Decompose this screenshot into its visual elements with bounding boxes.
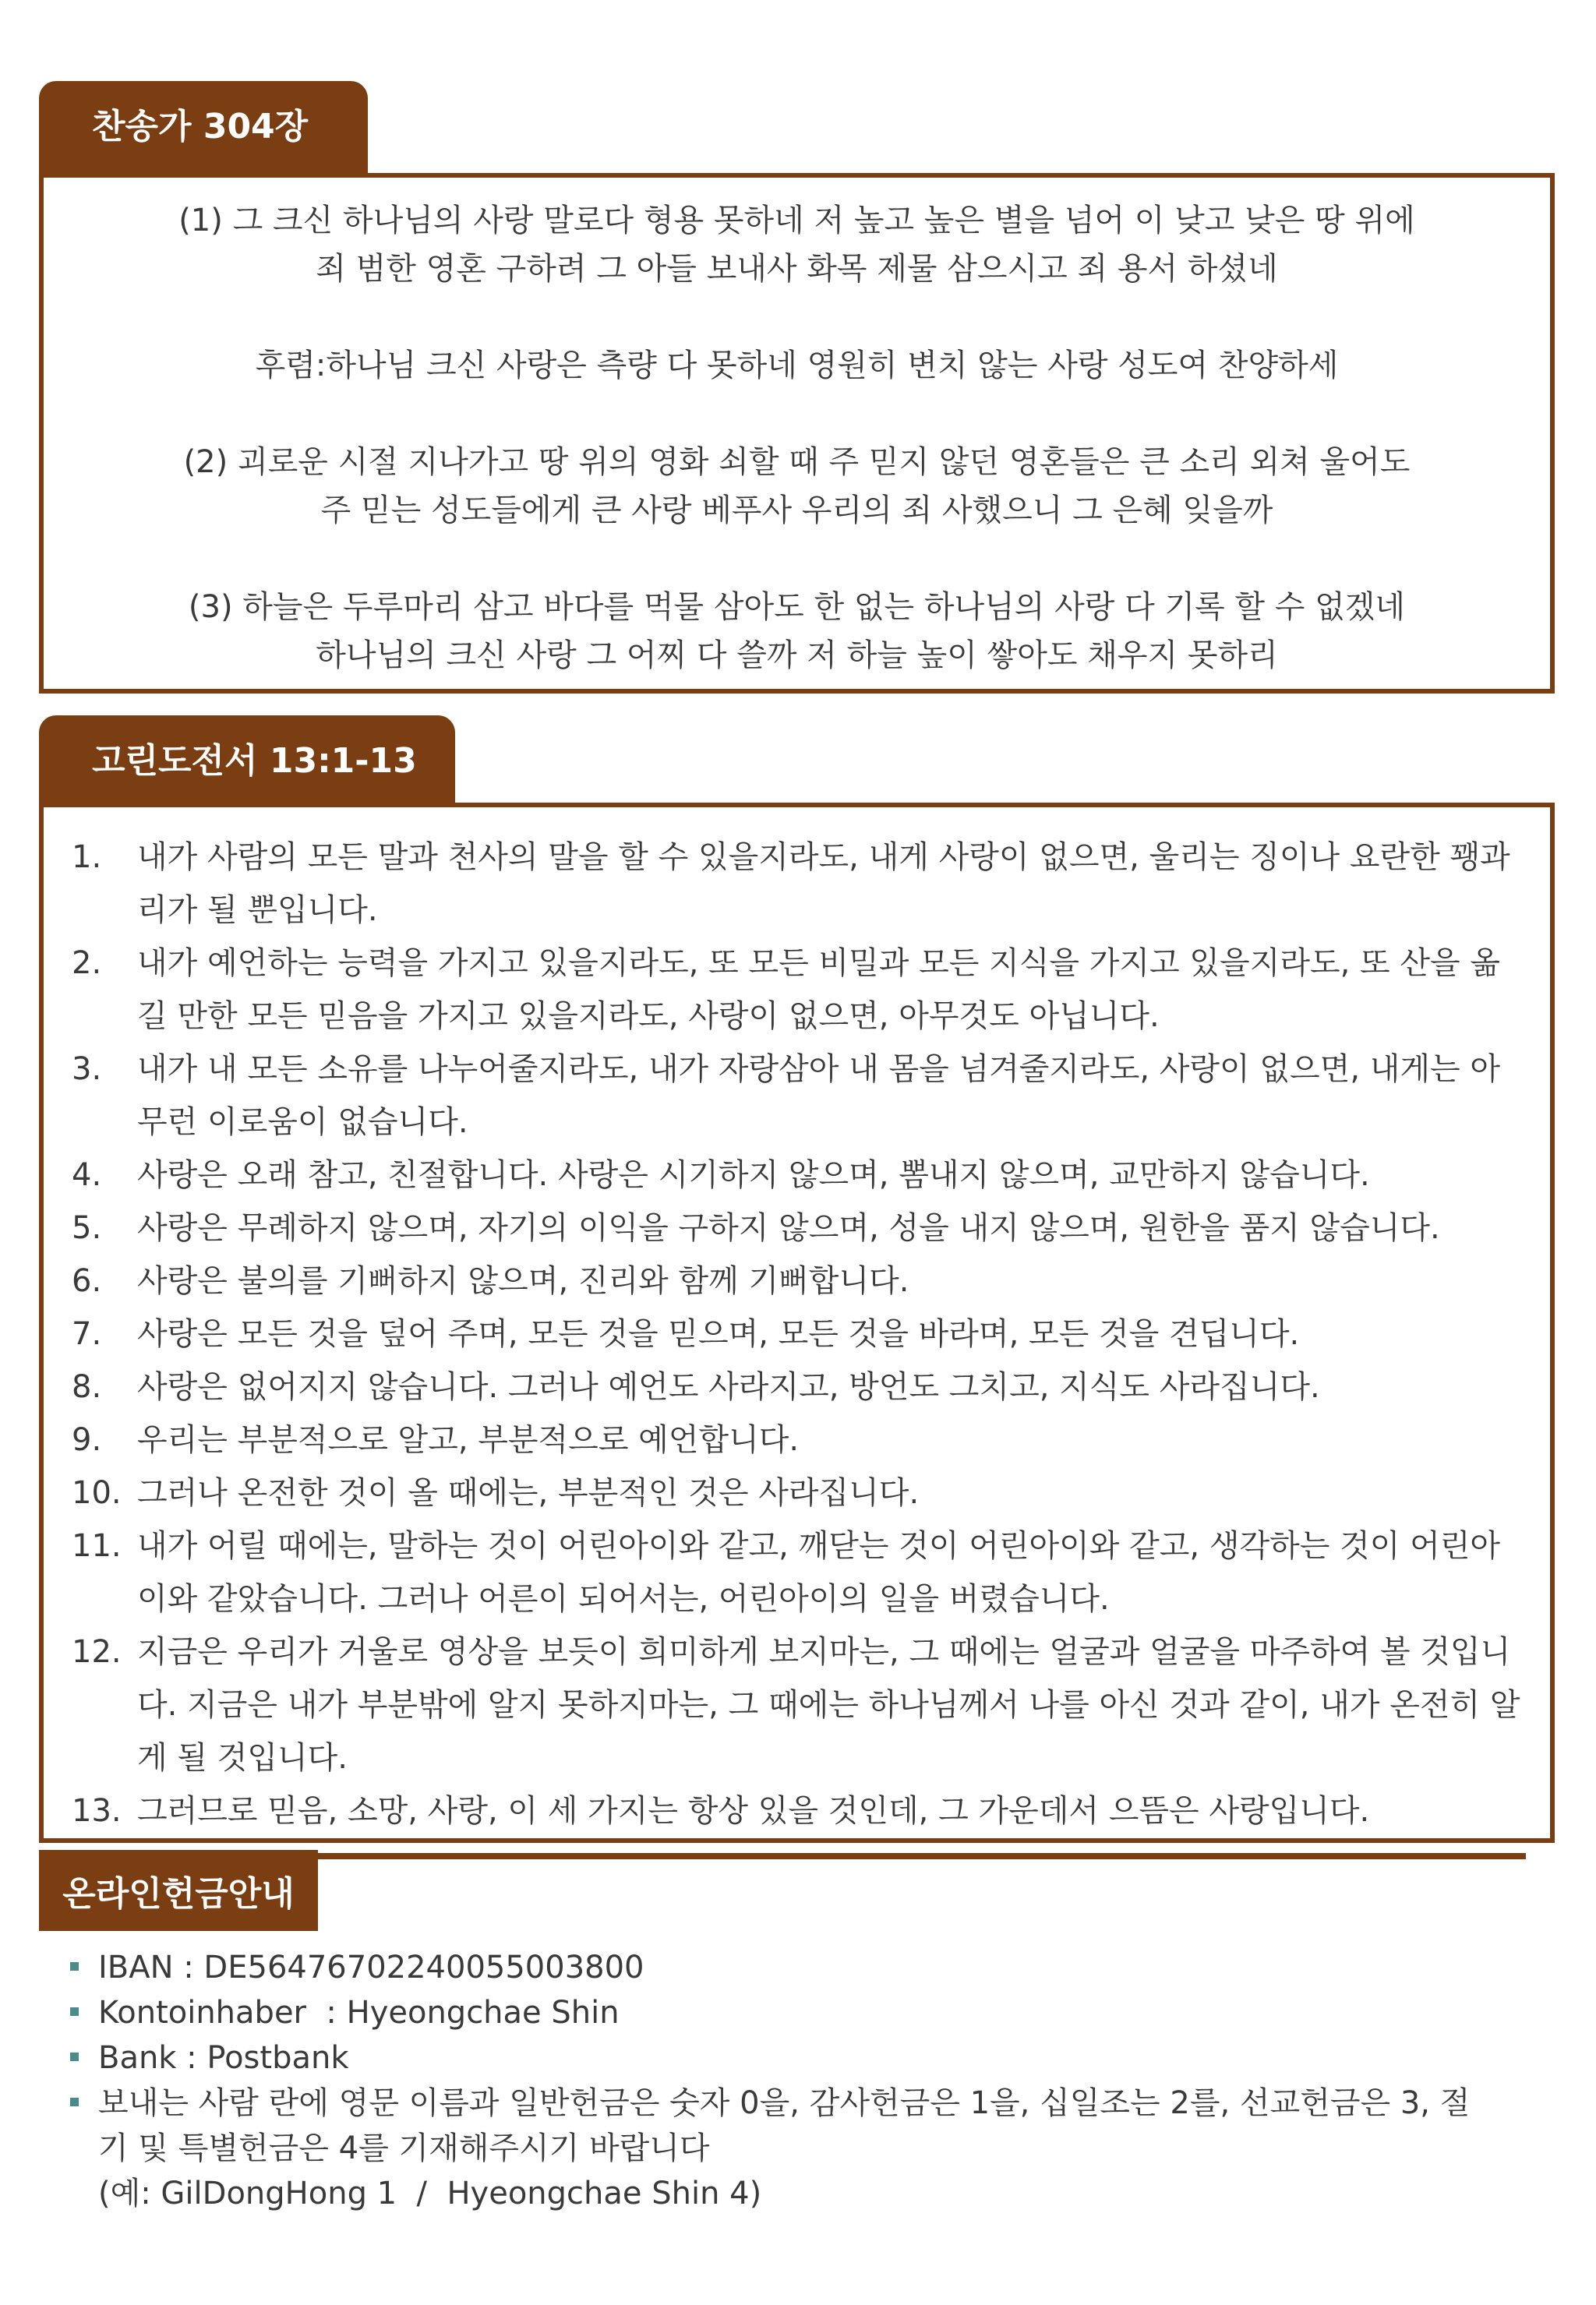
- verse-item: [72, 1043, 1527, 1149]
- verse-item: [72, 1202, 1527, 1255]
- verse-number: 3.: [72, 1051, 102, 1087]
- verse-number: 6.: [72, 1263, 102, 1299]
- bullet-icon: [70, 2007, 79, 2016]
- bullet-icon: [70, 2098, 79, 2106]
- hymn-section-tab: [39, 81, 368, 173]
- verse-item: [72, 1255, 1527, 1308]
- verse-text: 내가 사람의 모든 말과 천사의 말을 할 수 있을지라도, 내게 사랑이 없으면, 울리는 징이나 요란한 꽹과리가 될 뿐입니다.: [137, 839, 1510, 928]
- verse-number: 2.: [72, 945, 102, 981]
- offering-note-text: 보내는 사람 란에 영문 이름과 일반헌금은 숫자 0을, 감사헌금은 1을, 십일조는 2를, 선교헌금은 3, 절기 및 특별헌금은 4를 기재해주시기 바랍니다: [98, 2085, 1471, 2166]
- verse-text: 그러나 온전한 것이 올 때에는, 부분적인 것은 사라집니다.: [137, 1475, 920, 1511]
- verse-text: 그러므로 믿음, 소망, 사랑, 이 세 가지는 항상 있을 것인데, 그 가운데서 으뜸은 사랑입니다.: [137, 1793, 1370, 1829]
- scripture-title: 고린도전서 13:1-13: [92, 741, 417, 781]
- scripture-section-tab: [39, 715, 455, 807]
- hymn-line: 주 믿는 성도들에게 큰 사랑 베푸사 우리의 죄 사했으니 그 은혜 잊을까: [320, 492, 1273, 528]
- verse-list: [72, 831, 1527, 1837]
- offering-info-item: [70, 2081, 1551, 2216]
- verse-item: [72, 1467, 1527, 1520]
- offering-example-text: (예: GilDongHong 1 / Hyeongchae Shin 4): [98, 2176, 762, 2211]
- verse-item: [72, 937, 1527, 1043]
- offering-info-item: [70, 2035, 1551, 2081]
- hymn-lyrics-box: [39, 173, 1555, 694]
- verse-text: 사랑은 오래 참고, 친절합니다. 사랑은 시기하지 않으며, 뽐내지 않으며, 교만하지 않습니다.: [137, 1157, 1370, 1193]
- iban-text: IBAN : DE56476702240055003800: [98, 1950, 644, 1986]
- offering-info-item: [70, 1945, 1551, 1990]
- verse-number: 1.: [72, 839, 102, 875]
- offering-info-item: [70, 1990, 1551, 2035]
- verse-number: 11.: [72, 1528, 122, 1564]
- verse-text: 사랑은 모든 것을 덮어 주며, 모든 것을 믿으며, 모든 것을 바라며, 모든 것을 견딥니다.: [137, 1316, 1300, 1352]
- verse-number: 12.: [72, 1634, 122, 1670]
- verse-item: [72, 1361, 1527, 1414]
- verse-number: 8.: [72, 1369, 102, 1405]
- account-holder-text: Kontoinhaber : Hyeongchae Shin: [98, 1995, 620, 2031]
- hymn-refrain: 후렴:하나님 크신 사랑은 측량 다 못하네 영원히 변치 않는 사랑 성도여 찬양하세: [255, 348, 1339, 383]
- verse-number: 5.: [72, 1210, 102, 1246]
- hymn-line: 하나님의 크신 사랑 그 어찌 다 쓸까 저 하늘 높이 쌓아도 채우지 못하리: [316, 637, 1278, 673]
- bank-text: Bank : Postbank: [98, 2040, 349, 2076]
- verse-number: 10.: [72, 1475, 122, 1511]
- hymn-line: 죄 범한 영혼 구하려 그 아들 보내사 화목 제물 삼으시고 죄 용서 하셨네: [316, 251, 1278, 287]
- verse-text: 내가 어릴 때에는, 말하는 것이 어린아이와 같고, 깨닫는 것이 어린아이와 같고, 생각하는 것이 어린아이와 같았습니다. 그러나 어른이 되어서는, 어린아이의 일을 버렸습니다.: [137, 1528, 1501, 1617]
- verse-item: [72, 1308, 1527, 1361]
- offering-section-tab: [39, 1850, 318, 1931]
- scripture-box: [39, 803, 1555, 1843]
- verse-number: 7.: [72, 1316, 102, 1352]
- verse-text: 지금은 우리가 거울로 영상을 보듯이 희미하게 보지마는, 그 때에는 얼굴과 얼굴을 마주하여 볼 것입니다. 지금은 내가 부분밖에 알지 못하지마는, 그 때에는 하나님께서 나를 아신 것과 같이, 내가 온전히 알게 될 것입니다.: [137, 1634, 1520, 1776]
- verse-number: 9.: [72, 1422, 102, 1458]
- verse-item: [72, 1149, 1527, 1202]
- hymn-title: 찬송가 304장: [92, 107, 309, 146]
- offering-title: 온라인헌금안내: [62, 1874, 295, 1914]
- verse-item: [72, 831, 1527, 937]
- verse-text: 내가 내 모든 소유를 나누어줄지라도, 내가 자랑삼아 내 몸을 넘겨줄지라도, 사랑이 없으면, 내게는 아무런 이로움이 없습니다.: [137, 1051, 1501, 1140]
- verse-text: 사랑은 불의를 기뻐하지 않으며, 진리와 함께 기뻐합니다.: [137, 1263, 909, 1299]
- verse-number: 4.: [72, 1157, 102, 1193]
- hymn-line: (2) 괴로운 시절 지나가고 땅 위의 영화 쇠할 때 주 믿지 않던 영혼들은 큰 소리 외쳐 울어도: [183, 444, 1411, 480]
- verse-item: [72, 1414, 1527, 1467]
- hymn-line: (1) 그 크신 하나님의 사랑 말로다 형용 못하네 저 높고 높은 별을 넘어 이 낮고 낮은 땅 위에: [178, 203, 1415, 238]
- verse-item: [72, 1784, 1527, 1837]
- verse-item: [72, 1626, 1527, 1784]
- verse-number: 13.: [72, 1793, 122, 1829]
- bullet-icon: [70, 1962, 79, 1971]
- offering-info-list: [70, 1945, 1551, 2216]
- verse-text: 우리는 부분적으로 알고, 부분적으로 예언합니다.: [137, 1422, 800, 1458]
- hymn-lyrics: [44, 196, 1550, 679]
- verse-item: [72, 1520, 1527, 1626]
- verse-text: 사랑은 없어지지 않습니다. 그러나 예언도 사라지고, 방언도 그치고, 지식도 사라집니다.: [137, 1369, 1320, 1405]
- verse-text: 사랑은 무례하지 않으며, 자기의 이익을 구하지 않으며, 성을 내지 않으며, 원한을 품지 않습니다.: [137, 1210, 1440, 1246]
- bullet-icon: [70, 2053, 79, 2061]
- verse-text: 내가 예언하는 능력을 가지고 있을지라도, 또 모든 비밀과 모든 지식을 가지고 있을지라도, 또 산을 옮길 만한 모든 믿음을 가지고 있을지라도, 사랑이 없으면, 아무것도 아닙니다.: [137, 945, 1501, 1034]
- hymn-line: (3) 하늘은 두루마리 삼고 바다를 먹물 삼아도 한 없는 하나님의 사랑 다 기록 할 수 없겠네: [188, 589, 1406, 625]
